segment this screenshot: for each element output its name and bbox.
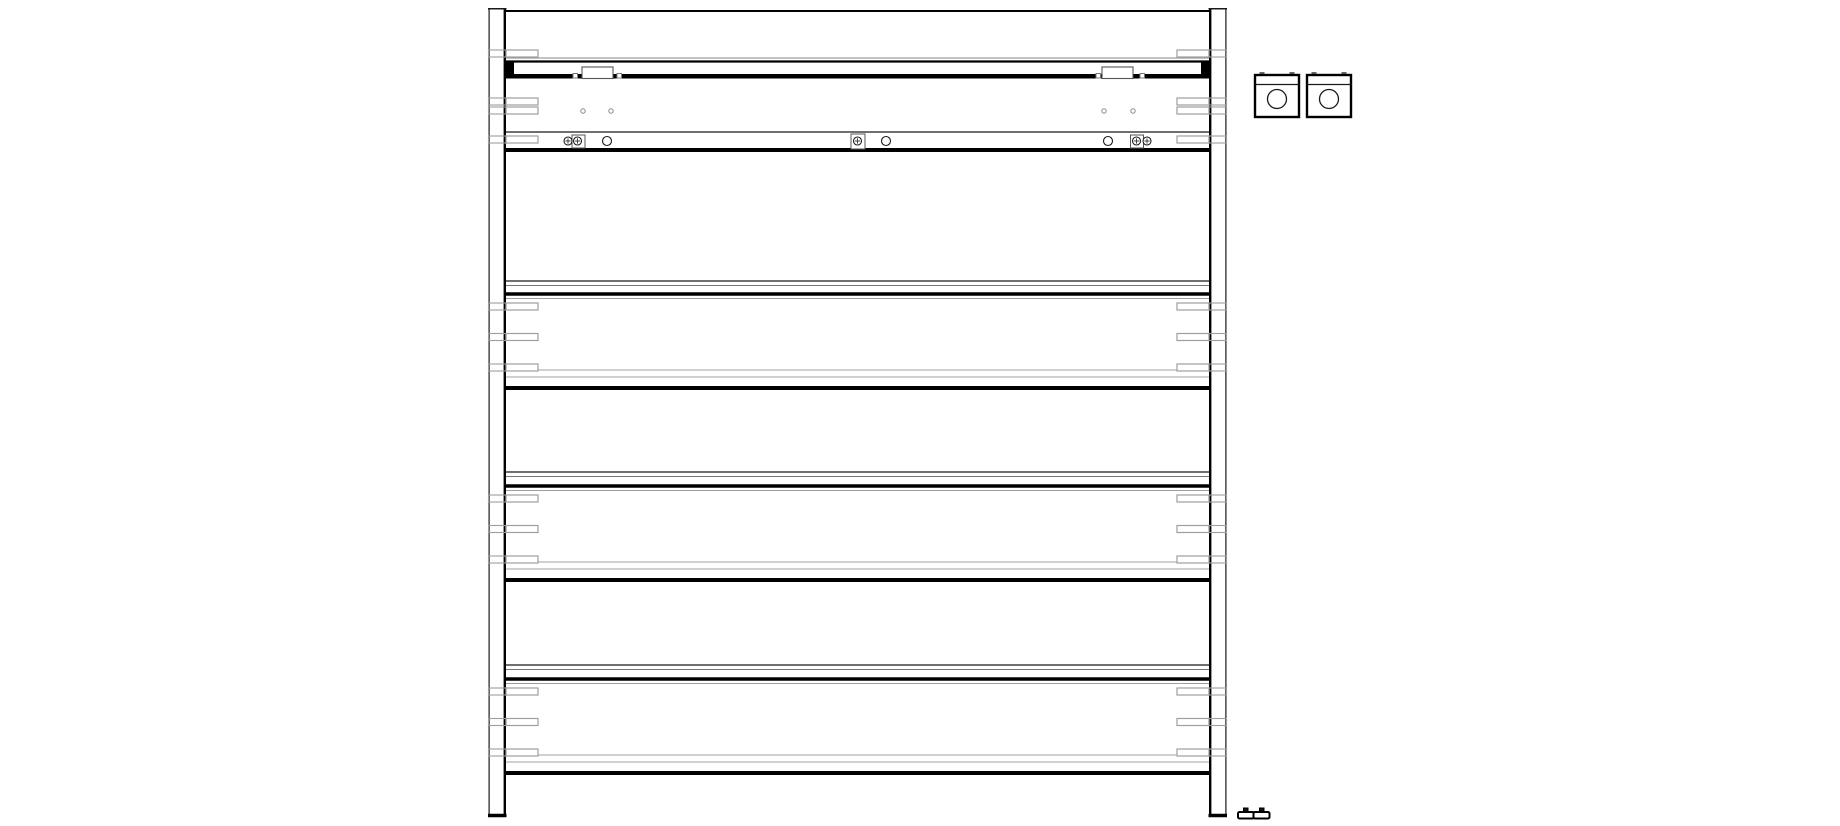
mount-tab-right <box>1177 526 1209 533</box>
mount-tab-left <box>506 303 538 310</box>
mount-tab-left <box>506 107 538 114</box>
pilot-hole-dot <box>581 109 585 113</box>
rail-band-bottom-edge <box>506 771 1209 775</box>
mount-tab-left <box>506 688 538 695</box>
mount-tab-right <box>1177 107 1209 114</box>
mount-tab-left <box>506 556 538 563</box>
mount-tab-left <box>506 136 538 143</box>
mount-tab-left <box>506 364 538 371</box>
mount-tab-right <box>1177 688 1209 695</box>
latch-notch <box>582 67 613 79</box>
mount-tab-right <box>1177 719 1209 726</box>
pilot-hole-dot <box>1131 109 1135 113</box>
latch-notch <box>1102 67 1133 79</box>
mount-tab-right <box>1177 495 1209 502</box>
rail-band-bottom-edge <box>506 386 1209 390</box>
right-post <box>1209 8 1227 817</box>
mount-tab-left <box>506 526 538 533</box>
header-bar-left-cap <box>506 61 514 79</box>
left-post <box>489 8 507 817</box>
rail-band-top-edge <box>506 292 1209 296</box>
screw-hole-icon <box>603 137 612 146</box>
latch-pin <box>573 74 578 79</box>
mount-tab-left <box>506 749 538 756</box>
mount-tab-left <box>506 50 538 57</box>
latch-pin <box>1140 74 1145 79</box>
mount-tab-right <box>1177 50 1209 57</box>
mount-tab-right <box>1177 556 1209 563</box>
pilot-hole-dot <box>1102 109 1106 113</box>
screw-hole-icon <box>1104 137 1113 146</box>
mount-tab-right <box>1177 364 1209 371</box>
header-bar-right-cap <box>1201 61 1209 79</box>
mount-tab-right <box>1177 136 1209 143</box>
rail-band-top-edge <box>506 677 1209 681</box>
glide-plate <box>1238 812 1254 819</box>
mount-tab-right <box>1177 749 1209 756</box>
caster-wheel-circle <box>1268 90 1287 109</box>
mount-tab-right <box>1177 334 1209 341</box>
mount-tab-left <box>506 495 538 502</box>
latch-pin <box>617 74 622 79</box>
pilot-hole-dot <box>609 109 613 113</box>
mount-tab-right <box>1177 98 1209 105</box>
rail-band-top-edge <box>506 484 1209 488</box>
mount-tab-left <box>506 334 538 341</box>
latch-pin <box>1096 74 1101 79</box>
glide-plate <box>1254 812 1270 819</box>
mount-tab-right <box>1177 303 1209 310</box>
mount-tab-left <box>506 98 538 105</box>
caster-wheel-circle <box>1320 90 1339 109</box>
rail-band-bottom-edge <box>506 578 1209 582</box>
mount-tab-left <box>506 719 538 726</box>
screw-hole-icon <box>882 137 891 146</box>
